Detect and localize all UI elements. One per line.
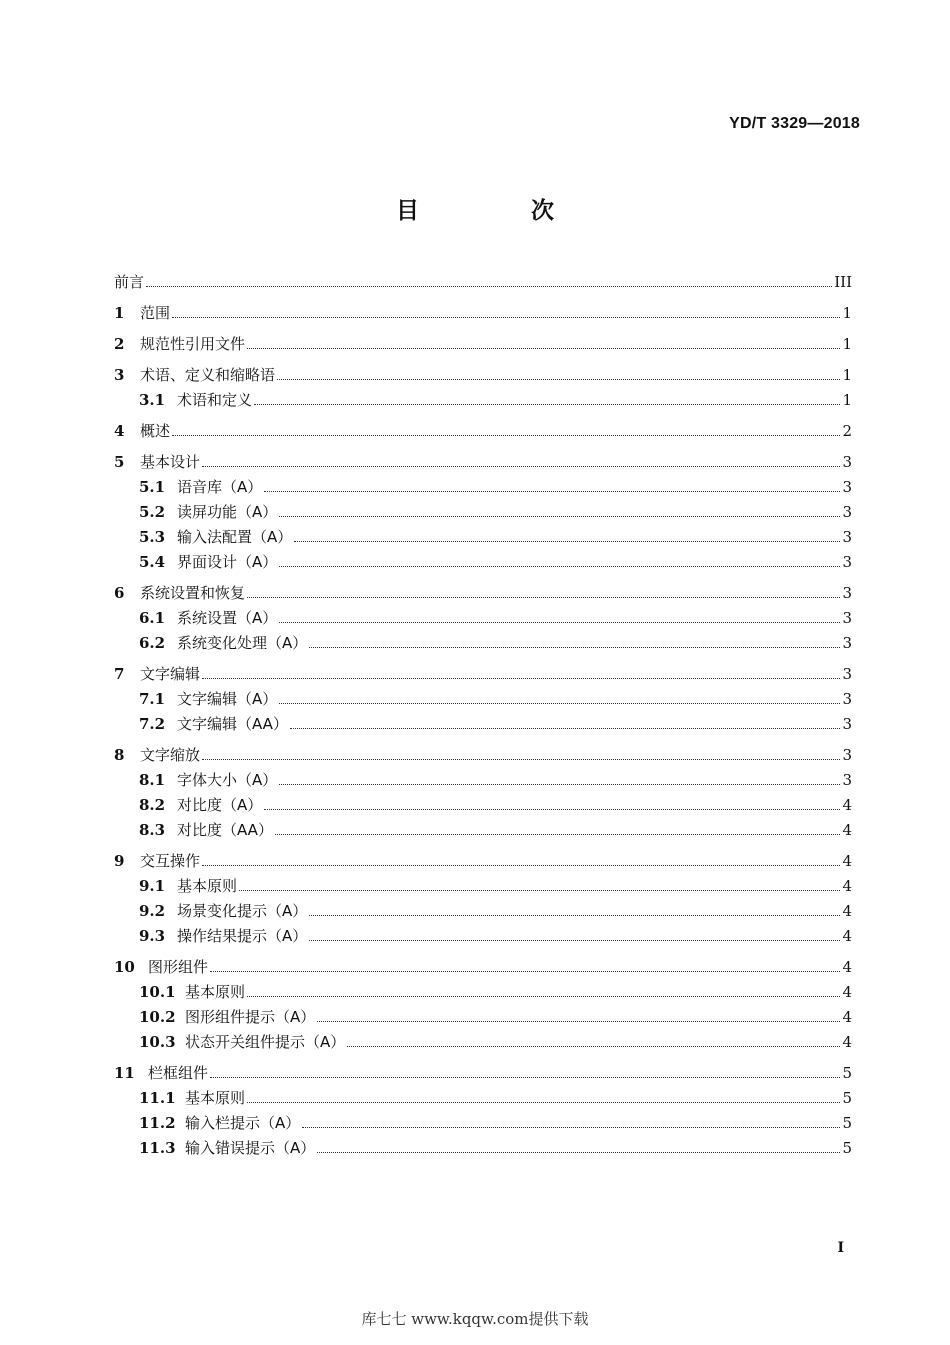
- toc-entry-label: 基本原则: [185, 983, 246, 1001]
- toc-entry-page: 3: [842, 584, 852, 602]
- toc-entry-label: 对比度（A）: [177, 796, 263, 814]
- toc-entry-label: 界面设计（A）: [177, 553, 278, 571]
- toc-leader-dots: [239, 890, 840, 891]
- document-code: YD/T 3329—2018: [729, 115, 860, 132]
- toc-entry-number: 9.3: [139, 927, 166, 945]
- toc-entry[interactable]: [114, 745, 852, 765]
- toc-title: 目 次: [395, 198, 606, 224]
- toc-entry-page: 5: [842, 1114, 852, 1132]
- toc-entry-page: 3: [842, 746, 852, 764]
- toc-entry-page: 4: [842, 1008, 852, 1026]
- toc-entry-number: 6: [114, 584, 125, 602]
- toc-entry-page: 4: [842, 958, 852, 976]
- toc-entry-label: 对比度（AA）: [177, 821, 273, 839]
- toc-entry[interactable]: [114, 272, 852, 292]
- toc-subentry[interactable]: [114, 820, 852, 840]
- toc-entry-label: 基本原则: [177, 877, 238, 895]
- toc-entry-number: 8.3: [139, 821, 166, 839]
- toc-entry-number: 8.2: [139, 796, 166, 814]
- toc-entry-number: 3.1: [139, 391, 166, 409]
- toc-entry-number: 3: [114, 366, 125, 384]
- toc-leader-dots: [172, 317, 840, 318]
- toc-entry-label: 输入栏提示（A）: [185, 1114, 301, 1132]
- toc-entry-label: 文字编辑: [140, 665, 201, 683]
- toc-entry-number: 7: [114, 665, 125, 683]
- toc-entry-number: 11.2: [139, 1114, 176, 1132]
- toc-leader-dots: [279, 516, 840, 517]
- toc-leader-dots: [302, 1127, 840, 1128]
- toc-leader-dots: [146, 286, 832, 287]
- toc-entry-page: 1: [842, 366, 852, 384]
- toc-leader-dots: [202, 466, 840, 467]
- toc-entry-label: 概述: [140, 422, 171, 440]
- toc-entry-label: 规范性引用文件: [140, 335, 246, 353]
- toc-subentry[interactable]: [114, 1113, 852, 1133]
- toc-entry-page: 3: [842, 528, 852, 546]
- toc-leader-dots: [290, 728, 841, 729]
- toc-entry-page: 5: [842, 1064, 852, 1082]
- toc-entry-page: 4: [842, 877, 852, 895]
- toc-subentry[interactable]: [114, 477, 852, 497]
- toc-entry-page: 4: [842, 821, 852, 839]
- toc-leader-dots: [264, 491, 840, 492]
- toc-leader-dots: [317, 1152, 840, 1153]
- toc-subentry[interactable]: [114, 982, 852, 1002]
- toc-leader-dots: [202, 865, 840, 866]
- toc-subentry[interactable]: [114, 926, 852, 946]
- toc-entry-label: 栏框组件: [148, 1064, 209, 1082]
- toc-entry-page: 4: [842, 852, 852, 870]
- toc-entry-label: 文字编辑（AA）: [177, 715, 288, 733]
- toc-leader-dots: [317, 1021, 840, 1022]
- toc-entry-label: 系统设置（A）: [177, 609, 278, 627]
- toc-entry-page: 2: [842, 422, 852, 440]
- toc-leader-dots: [264, 809, 840, 810]
- toc-leader-dots: [202, 759, 840, 760]
- toc-subentry[interactable]: [114, 901, 852, 921]
- toc-entry-label: 图形组件: [148, 958, 209, 976]
- toc-entry-label: 文字缩放: [140, 746, 201, 764]
- toc-entry-number: 5.3: [139, 528, 166, 546]
- toc-entry-label: 输入错误提示（A）: [185, 1139, 316, 1157]
- toc-entry-label: 前言: [114, 273, 145, 291]
- toc-subentry[interactable]: [114, 1032, 852, 1052]
- toc-leader-dots: [279, 784, 840, 785]
- toc-subentry[interactable]: [114, 552, 852, 572]
- toc-entry-page: 3: [842, 771, 852, 789]
- toc-entry-number: 2: [114, 335, 125, 353]
- toc-entry-label: 文字编辑（A）: [177, 690, 278, 708]
- toc-entry[interactable]: [114, 421, 852, 441]
- toc-leader-dots: [279, 703, 840, 704]
- toc-entry-number: 10.1: [139, 983, 176, 1001]
- toc-leader-dots: [347, 1046, 840, 1047]
- toc-subentry[interactable]: [114, 770, 852, 790]
- toc-entry-page: 3: [842, 553, 852, 571]
- toc-subentry[interactable]: [114, 527, 852, 547]
- toc-entry-label: 系统变化处理（A）: [177, 634, 308, 652]
- toc-entry-label: 字体大小（A）: [177, 771, 278, 789]
- toc-entry[interactable]: [114, 957, 852, 977]
- toc-entry[interactable]: [114, 851, 852, 871]
- toc-leader-dots: [309, 915, 840, 916]
- toc-entry-number: 9.2: [139, 902, 166, 920]
- toc-entry-number: 8.1: [139, 771, 166, 789]
- toc-subentry[interactable]: [114, 502, 852, 522]
- toc-entry-number: 5: [114, 453, 125, 471]
- toc-entry-label: 读屏功能（A）: [177, 503, 278, 521]
- toc-entry[interactable]: [114, 583, 852, 603]
- page-number: I: [837, 1240, 844, 1256]
- toc-leader-dots: [309, 647, 840, 648]
- toc-leader-dots: [309, 940, 840, 941]
- toc-leader-dots: [247, 348, 840, 349]
- toc-subentry[interactable]: [114, 689, 852, 709]
- toc-entry-number: 8: [114, 746, 125, 764]
- toc-entry-number: 1: [114, 304, 125, 322]
- toc-leader-dots: [202, 678, 840, 679]
- footer-watermark: 库七七 www.kqqw.com提供下载: [361, 1310, 589, 1328]
- table-of-contents: [114, 272, 852, 1158]
- toc-entry-page: 5: [842, 1089, 852, 1107]
- toc-entry-number: 10.3: [139, 1033, 176, 1051]
- toc-subentry[interactable]: [114, 608, 852, 628]
- toc-entry-page: 4: [842, 983, 852, 1001]
- toc-leader-dots: [254, 404, 840, 405]
- toc-leader-dots: [247, 1102, 840, 1103]
- toc-entry-label: 输入法配置（A）: [177, 528, 293, 546]
- toc-subentry[interactable]: [114, 390, 852, 410]
- toc-entry-label: 基本设计: [140, 453, 201, 471]
- toc-entry-number: 9: [114, 852, 125, 870]
- toc-entry-number: 7.1: [139, 690, 166, 708]
- toc-entry-page: 1: [842, 304, 852, 322]
- toc-leader-dots: [210, 971, 840, 972]
- toc-leader-dots: [279, 566, 840, 567]
- toc-entry-page: 3: [842, 715, 852, 733]
- toc-subentry[interactable]: [114, 714, 852, 734]
- toc-entry-page: 3: [842, 478, 852, 496]
- toc-entry[interactable]: [114, 334, 852, 354]
- toc-leader-dots: [275, 834, 841, 835]
- toc-entry-number: 6.1: [139, 609, 166, 627]
- toc-leader-dots: [210, 1077, 840, 1078]
- toc-entry-label: 范围: [140, 304, 171, 322]
- toc-entry-page: 3: [842, 503, 852, 521]
- toc-entry-page: III: [834, 273, 852, 291]
- toc-entry[interactable]: [114, 365, 852, 385]
- toc-entry-number: 5.1: [139, 478, 166, 496]
- toc-entry-page: 3: [842, 665, 852, 683]
- toc-entry-page: 4: [842, 796, 852, 814]
- toc-entry-page: 4: [842, 927, 852, 945]
- toc-entry-number: 10: [114, 958, 135, 976]
- toc-entry-label: 术语和定义: [177, 391, 253, 409]
- toc-entry-label: 术语、定义和缩略语: [140, 366, 276, 384]
- toc-subentry[interactable]: [114, 1138, 852, 1158]
- toc-leader-dots: [247, 996, 840, 997]
- toc-leader-dots: [247, 597, 840, 598]
- toc-entry-page: 4: [842, 902, 852, 920]
- toc-entry-number: 9.1: [139, 877, 166, 895]
- toc-entry-label: 基本原则: [185, 1089, 246, 1107]
- toc-entry-page: 5: [842, 1139, 852, 1157]
- toc-entry-page: 4: [842, 1033, 852, 1051]
- toc-leader-dots: [279, 622, 840, 623]
- toc-entry[interactable]: [114, 452, 852, 472]
- toc-entry-page: 3: [842, 634, 852, 652]
- toc-entry[interactable]: [114, 303, 852, 323]
- toc-entry-label: 操作结果提示（A）: [177, 927, 308, 945]
- toc-entry-label: 场景变化提示（A）: [177, 902, 308, 920]
- toc-subentry[interactable]: [114, 633, 852, 653]
- toc-subentry[interactable]: [114, 1007, 852, 1027]
- toc-leader-dots: [172, 435, 840, 436]
- toc-entry-number: 5.2: [139, 503, 166, 521]
- toc-subentry[interactable]: [114, 1088, 852, 1108]
- toc-entry-page: 1: [842, 391, 852, 409]
- toc-entry-number: 11: [114, 1064, 135, 1082]
- toc-entry-label: 系统设置和恢复: [140, 584, 246, 602]
- toc-entry-label: 图形组件提示（A）: [185, 1008, 316, 1026]
- toc-entry-number: 11.3: [139, 1139, 176, 1157]
- toc-entry-label: 交互操作: [140, 852, 201, 870]
- toc-entry-number: 5.4: [139, 553, 166, 571]
- toc-entry-page: 3: [842, 609, 852, 627]
- toc-entry-number: 4: [114, 422, 125, 440]
- toc-entry-label: 语音库（A）: [177, 478, 263, 496]
- toc-entry-label: 状态开关组件提示（A）: [185, 1033, 346, 1051]
- toc-entry-page: 3: [842, 453, 852, 471]
- toc-entry[interactable]: [114, 664, 852, 684]
- toc-entry-number: 11.1: [139, 1089, 176, 1107]
- toc-leader-dots: [277, 379, 840, 380]
- toc-subentry[interactable]: [114, 795, 852, 815]
- toc-entry-page: 1: [842, 335, 852, 353]
- toc-entry-number: 6.2: [139, 634, 166, 652]
- toc-entry-number: 10.2: [139, 1008, 176, 1026]
- toc-entry[interactable]: [114, 1063, 852, 1083]
- toc-entry-number: 7.2: [139, 715, 166, 733]
- toc-subentry[interactable]: [114, 876, 852, 896]
- toc-leader-dots: [294, 541, 840, 542]
- toc-entry-page: 3: [842, 690, 852, 708]
